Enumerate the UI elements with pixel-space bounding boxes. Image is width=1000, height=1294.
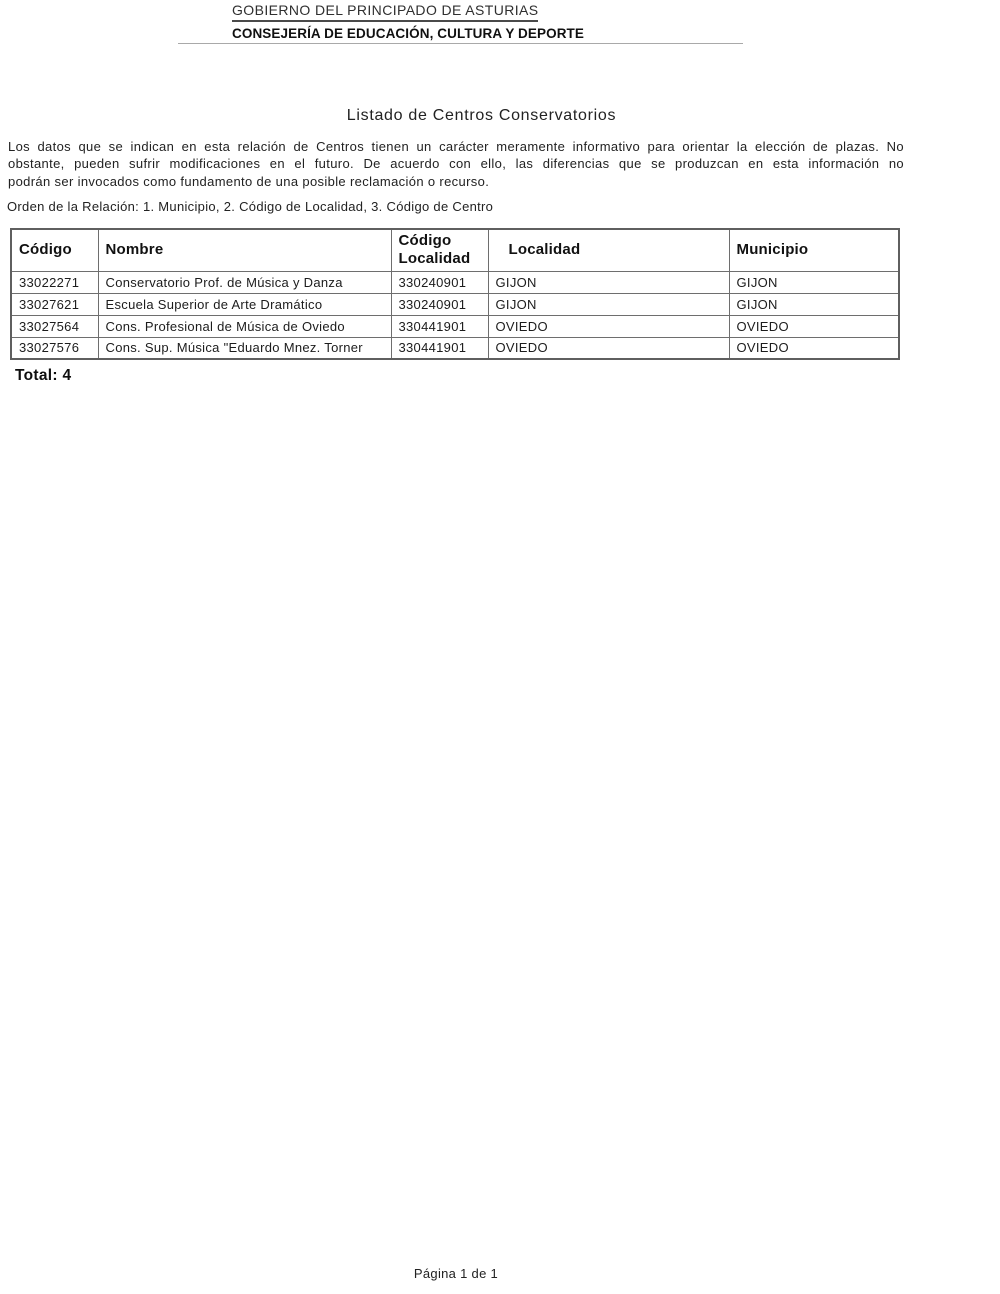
intro-line-3: podrán ser invocados como fundamento de una posible reclamación o recurso. (8, 173, 490, 189)
column-header-municipio: Municipio (729, 229, 899, 271)
column-header-localidad: Localidad (488, 229, 729, 271)
cell-codigo: 33022271 (11, 271, 98, 293)
cell-codigo-localidad: 330240901 (391, 293, 488, 315)
cell-codigo: 33027564 (11, 315, 98, 337)
table-row (11, 315, 899, 337)
cell-municipio: OVIEDO (729, 315, 899, 337)
table-row (11, 271, 899, 293)
cell-localidad: OVIEDO (488, 315, 729, 337)
table-row (11, 337, 899, 359)
page-number: Página 1 de 1 (413, 1266, 499, 1281)
centers-table (10, 228, 900, 360)
cell-codigo-localidad: 330441901 (391, 337, 488, 359)
table-header-row (11, 229, 899, 271)
intro-paragraph (8, 138, 904, 190)
cell-codigo: 33027621 (11, 293, 98, 315)
cell-codigo: 33027576 (11, 337, 98, 359)
total-count: Total: 4 (15, 367, 72, 384)
cell-nombre: Cons. Profesional de Música de Oviedo (98, 315, 391, 337)
header-divider (178, 43, 743, 44)
cell-codigo-localidad: 330441901 (391, 315, 488, 337)
cell-localidad: GIJON (488, 293, 729, 315)
cell-nombre: Cons. Sup. Música "Eduardo Mnez. Torner (98, 337, 391, 359)
cell-municipio: GIJON (729, 293, 899, 315)
page-title: Listado de Centros Conservatorios (346, 107, 617, 124)
cell-nombre: Escuela Superior de Arte Dramático (98, 293, 391, 315)
order-note: Orden de la Relación: 1. Municipio, 2. Código de Localidad, 3. Código de Centro (7, 199, 494, 214)
cell-municipio: OVIEDO (729, 337, 899, 359)
cell-municipio: GIJON (729, 271, 899, 293)
column-header-nombre: Nombre (98, 229, 391, 271)
government-name: GOBIERNO DEL PRINCIPADO DE ASTURIAS (232, 2, 538, 22)
table-row (11, 293, 899, 315)
cell-nombre: Conservatorio Prof. de Música y Danza (98, 271, 391, 293)
cell-codigo-localidad: 330240901 (391, 271, 488, 293)
intro-line-2: obstante, pueden sufrir modificaciones en el futuro. De acuerdo con ello, las diferencias que se produzcan en esta información no (8, 156, 904, 172)
asturias-government-logo (232, 2, 584, 41)
intro-line-1: Los datos que se indican en esta relación de Centros tienen un carácter meramente informativo para orientar la elección de plazas. No (8, 139, 904, 154)
column-header-codigo: Código (11, 229, 98, 271)
department-name: CONSEJERÍA DE EDUCACIÓN, CULTURA Y DEPORTE (232, 26, 584, 41)
cell-localidad: OVIEDO (488, 337, 729, 359)
cell-localidad: GIJON (488, 271, 729, 293)
column-header-codigo-localidad: Código Localidad (391, 229, 488, 271)
